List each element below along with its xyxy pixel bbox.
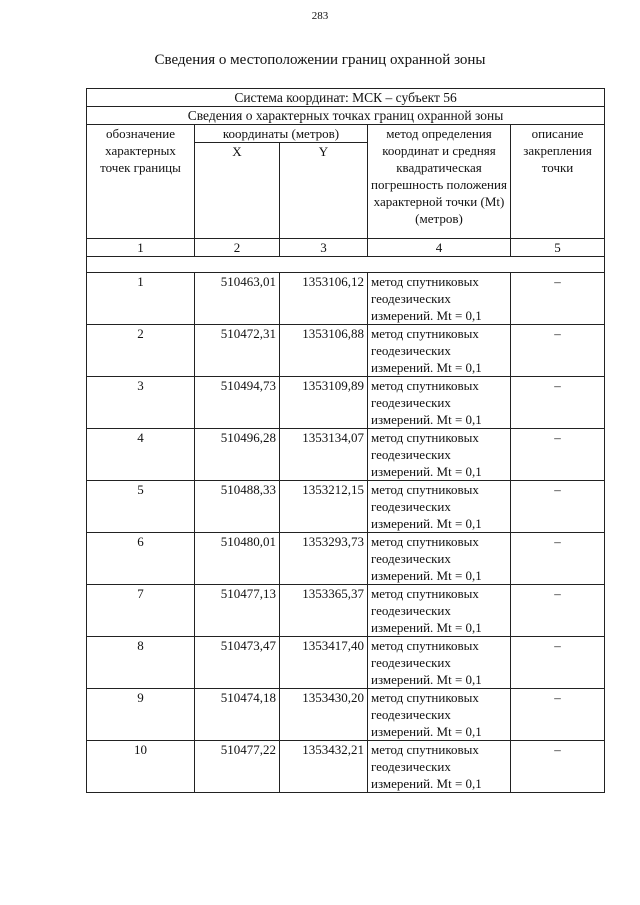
description-cell: –	[511, 481, 605, 533]
table-row	[87, 533, 605, 585]
points-caption: Сведения о характерных точках границ охранной зоны	[87, 107, 605, 125]
point-id-cell: 3	[87, 377, 195, 429]
header-y: Y	[280, 143, 368, 239]
y-coordinate-cell: 1353365,37	[280, 585, 368, 637]
page-number: 283	[311, 10, 329, 22]
point-id-cell: 7	[87, 585, 195, 637]
point-id-cell: 8	[87, 637, 195, 689]
method-cell: метод спутниковых геодезических измерений. Mt = 0,1	[368, 689, 511, 741]
y-coordinate-cell: 1353293,73	[280, 533, 368, 585]
y-coordinate-cell: 1353417,40	[280, 637, 368, 689]
table-row	[87, 689, 605, 741]
table-row	[87, 481, 605, 533]
point-id-cell: 5	[87, 481, 195, 533]
column-number: 1	[87, 239, 195, 257]
method-cell: метод спутниковых геодезических измерений. Mt = 0,1	[368, 429, 511, 481]
coordinate-system-caption: Система координат: МСК – субъект 56	[87, 89, 605, 107]
header-x: X	[195, 143, 280, 239]
x-coordinate-cell: 510473,47	[195, 637, 280, 689]
header-method: метод определения координат и средняя квадратическая погрешность положения характерной точки (Mt) (метров)	[368, 125, 511, 239]
table-row	[87, 377, 605, 429]
table-row	[87, 741, 605, 793]
header-coordinates: координаты (метров)	[195, 125, 368, 143]
x-coordinate-cell: 510480,01	[195, 533, 280, 585]
description-cell: –	[511, 637, 605, 689]
point-id-cell: 4	[87, 429, 195, 481]
x-coordinate-cell: 510474,18	[195, 689, 280, 741]
description-cell: –	[511, 377, 605, 429]
y-coordinate-cell: 1353212,15	[280, 481, 368, 533]
description-cell: –	[511, 429, 605, 481]
table-row	[87, 429, 605, 481]
x-coordinate-cell: 510488,33	[195, 481, 280, 533]
description-cell: –	[511, 741, 605, 793]
description-cell: –	[511, 325, 605, 377]
method-cell: метод спутниковых геодезических измерений. Mt = 0,1	[368, 273, 511, 325]
method-cell: метод спутниковых геодезических измерений. Mt = 0,1	[368, 481, 511, 533]
description-cell: –	[511, 533, 605, 585]
x-coordinate-cell: 510494,73	[195, 377, 280, 429]
description-cell: –	[511, 689, 605, 741]
y-coordinate-cell: 1353430,20	[280, 689, 368, 741]
description-cell: –	[511, 585, 605, 637]
description-cell: –	[511, 273, 605, 325]
y-coordinate-cell: 1353109,89	[280, 377, 368, 429]
method-cell: метод спутниковых геодезических измерений. Mt = 0,1	[368, 585, 511, 637]
header-designation: обозначение характерных точек границы	[87, 125, 195, 239]
point-id-cell: 10	[87, 741, 195, 793]
boundary-points-table	[86, 88, 605, 793]
y-coordinate-cell: 1353432,21	[280, 741, 368, 793]
column-number: 5	[511, 239, 605, 257]
point-id-cell: 2	[87, 325, 195, 377]
method-cell: метод спутниковых геодезических измерений. Mt = 0,1	[368, 741, 511, 793]
x-coordinate-cell: 510477,22	[195, 741, 280, 793]
x-coordinate-cell: 510477,13	[195, 585, 280, 637]
x-coordinate-cell: 510463,01	[195, 273, 280, 325]
method-cell: метод спутниковых геодезических измерений. Mt = 0,1	[368, 325, 511, 377]
point-id-cell: 9	[87, 689, 195, 741]
column-number: 3	[280, 239, 368, 257]
table-row	[87, 585, 605, 637]
x-coordinate-cell: 510472,31	[195, 325, 280, 377]
y-coordinate-cell: 1353134,07	[280, 429, 368, 481]
spacer-row	[87, 257, 605, 273]
header-description: описание закрепления точки	[511, 125, 605, 239]
document-title: Сведения о местоположении границ охранной зоны	[154, 52, 486, 68]
method-cell: метод спутниковых геодезических измерений. Mt = 0,1	[368, 637, 511, 689]
x-coordinate-cell: 510496,28	[195, 429, 280, 481]
y-coordinate-cell: 1353106,12	[280, 273, 368, 325]
column-number: 2	[195, 239, 280, 257]
table-row	[87, 637, 605, 689]
method-cell: метод спутниковых геодезических измерений. Mt = 0,1	[368, 377, 511, 429]
table-row	[87, 273, 605, 325]
point-id-cell: 1	[87, 273, 195, 325]
method-cell: метод спутниковых геодезических измерений. Mt = 0,1	[368, 533, 511, 585]
y-coordinate-cell: 1353106,88	[280, 325, 368, 377]
point-id-cell: 6	[87, 533, 195, 585]
table-row	[87, 325, 605, 377]
column-number: 4	[368, 239, 511, 257]
